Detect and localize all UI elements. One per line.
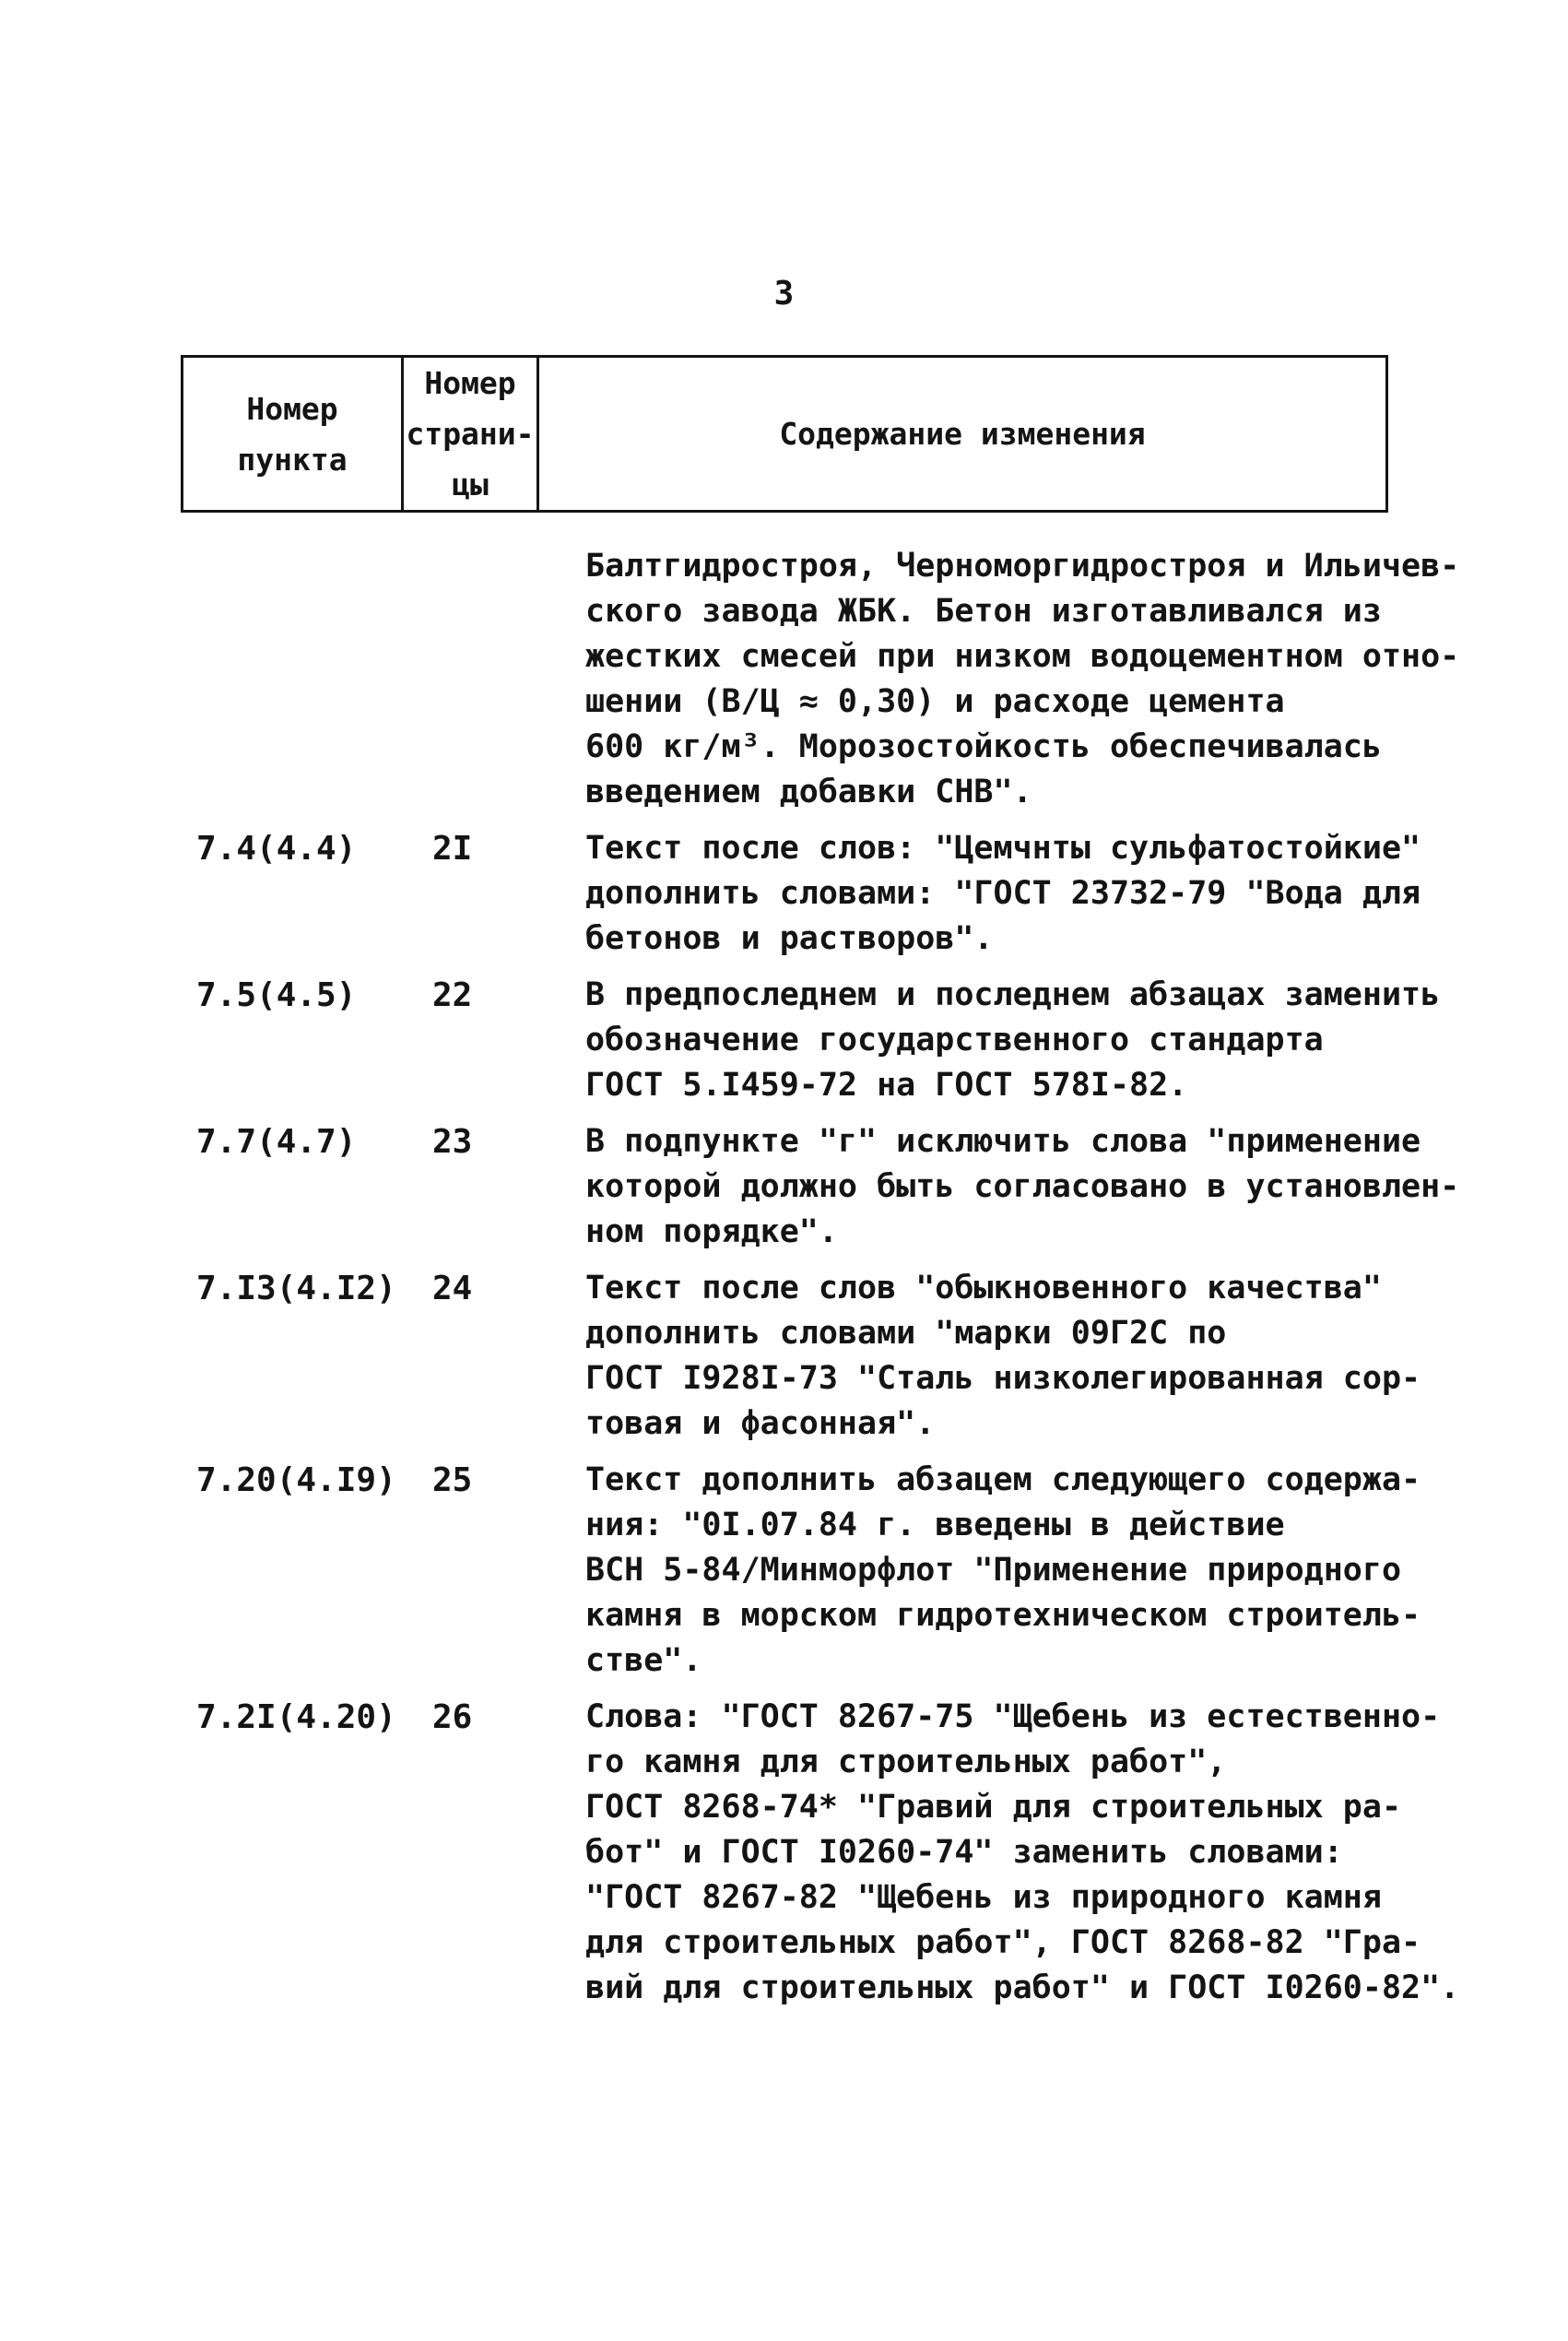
text-line: шении (В/Ц ≈ 0,30) и расходе цемента (585, 683, 1285, 720)
change-row (0, 1119, 1568, 1255)
text-line: вий для строительных работ" и ГОСТ I0260-82". (585, 1969, 1460, 2006)
change-row (0, 826, 1568, 962)
text-line: ния: "0I.07.84 г. введены в действие (585, 1507, 1285, 1543)
header-page-line: цы (452, 467, 489, 502)
header-table (181, 355, 1388, 513)
text-line: дополнить словами "марки 09Г2С по (585, 1315, 1227, 1352)
changes-body (0, 544, 1568, 2022)
header-page-line: страни- (406, 416, 535, 452)
item-number: 7.20(4.I9) (196, 1461, 396, 1499)
text-line: Текст после слов: "Цемчнты сульфатостойкие" (585, 830, 1421, 867)
text-line: которой должно быть согласовано в установлен- (585, 1168, 1460, 1205)
continuation-text (585, 544, 1460, 815)
page-number: 3 (773, 275, 795, 313)
header-page-line: Номер (424, 365, 516, 401)
text-line: Балтгидростроя, Черноморгидростроя и Ильичев- (585, 548, 1460, 585)
item-number: 7.7(4.7) (196, 1123, 357, 1161)
text-line: камня в морском гидротехническом строитель- (585, 1597, 1421, 1634)
page-ref: 26 (432, 1698, 473, 1736)
change-row (0, 1458, 1568, 1684)
text-line: товая и фасонная". (585, 1405, 936, 1442)
text-line: В предпоследнем и последнем абзацах заменить (585, 976, 1441, 1013)
item-number: 7.5(4.5) (196, 976, 357, 1014)
page-ref: 24 (432, 1270, 473, 1307)
text-line: Текст дополнить абзацем следующего содержа- (585, 1461, 1421, 1498)
text-line: 600 кг/м³. Морозостойкость обеспечивалась (585, 728, 1382, 765)
page-ref: 25 (432, 1461, 473, 1499)
text-line: стве". (585, 1642, 702, 1679)
text-line: для строительных работ", ГОСТ 8268-82 "Гра- (585, 1924, 1421, 1961)
change-text (585, 1695, 1460, 2011)
text-line: бетонов и растворов". (585, 920, 994, 957)
change-row (0, 1695, 1568, 2011)
page-ref: 23 (432, 1123, 473, 1161)
header-item-line: пункта (237, 441, 348, 478)
text-line: го камня для строительных работ", (585, 1744, 1227, 1780)
header-item-number (183, 357, 403, 512)
text-line: обозначение государственного стандарта (585, 1022, 1324, 1058)
change-row (0, 973, 1568, 1108)
page-ref: 2I (432, 830, 473, 868)
change-row (0, 1266, 1568, 1447)
header-content: Содержание изменения (538, 357, 1387, 512)
text-line: бот" и ГОСТ I0260-74" заменить словами: (585, 1834, 1343, 1871)
text-line: Слова: "ГОСТ 8267-75 "Щебень из естественно- (585, 1698, 1441, 1735)
text-line: ном порядке". (585, 1213, 838, 1250)
change-text (585, 1266, 1443, 1447)
change-text (585, 973, 1443, 1108)
text-line: жестких смесей при низком водоцементном отно- (585, 638, 1460, 675)
header-page-number (403, 357, 538, 512)
text-line: дополнить словами: "ГОСТ 23732-79 "Вода для (585, 875, 1421, 912)
page-ref: 22 (432, 976, 473, 1014)
text-line: ГОСТ 5.I459-72 на ГОСТ 578I-82. (585, 1067, 1188, 1104)
text-line: введением добавки СНВ". (585, 774, 1032, 810)
header-item-line: Номер (246, 390, 338, 427)
text-line: В подпункте "г" исключить слова "применение (585, 1123, 1421, 1160)
change-text (585, 826, 1443, 962)
text-line: ВСН 5-84/Минморфлот "Применение природного (585, 1552, 1402, 1589)
change-text (585, 1119, 1460, 1255)
item-number: 7.4(4.4) (196, 830, 357, 868)
text-line: ского завода ЖБК. Бетон изготавливался из (585, 593, 1382, 630)
continuation-block (0, 544, 1568, 815)
item-number: 7.2I(4.20) (196, 1698, 396, 1736)
text-line: "ГОСТ 8267-82 "Щебень из природного камня (585, 1879, 1382, 1916)
item-number: 7.I3(4.I2) (196, 1270, 396, 1307)
text-line: ГОСТ 8268-74* "Гравий для строительных ра- (585, 1789, 1402, 1826)
text-line: Текст после слов "обыкновенного качества" (585, 1270, 1382, 1306)
change-text (585, 1458, 1443, 1684)
text-line: ГОСТ I928I-73 "Сталь низколегированная сор- (585, 1360, 1421, 1397)
